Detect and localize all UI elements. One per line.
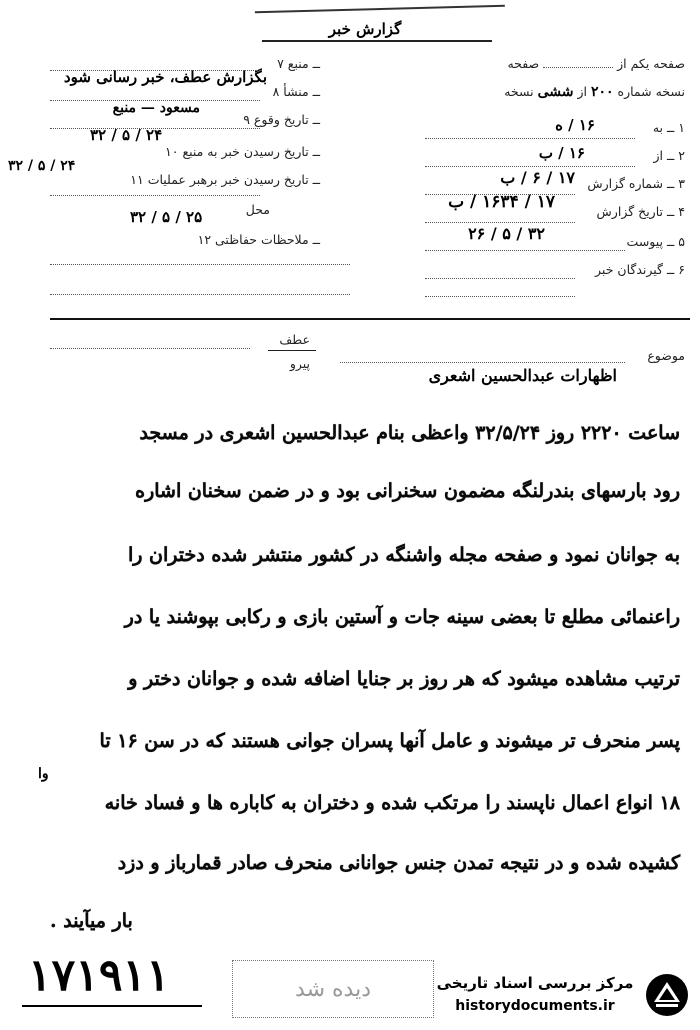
- field-report-date-value: ۱۷ / ۱۶۳۴ / ب: [448, 192, 555, 212]
- field-from-label: ۲ ــ از: [653, 148, 685, 163]
- field-report-date-label: ۴ ــ تاریخ گزارش: [596, 204, 685, 219]
- field-recipients-dots: [425, 278, 575, 279]
- field-security-dots-2: [50, 294, 350, 295]
- page-line: [507, 56, 685, 71]
- field-received-ops-dots: [50, 195, 260, 196]
- field-origin-value: مسعود — منبع: [112, 100, 200, 116]
- field-attachment-value: ۳۲ / ۵ / ۲۶: [468, 224, 545, 243]
- copy-line-mid: از: [577, 84, 587, 99]
- subject-dots: [340, 362, 625, 363]
- left-form: [0, 50, 365, 300]
- field-origin-label: ۸ ــ منشأ: [272, 84, 320, 99]
- field-source-value: بگزارش عطف، خبر رسانی شود: [63, 68, 267, 86]
- atf-label: عطف: [279, 332, 310, 347]
- field-attachment-dots: [425, 250, 625, 251]
- atf-underline: [268, 350, 316, 351]
- field-to-label: ۱ ــ به: [652, 120, 685, 135]
- body-margin-note: وا: [38, 766, 49, 782]
- header-separator: [50, 318, 690, 320]
- subject-value: اظهارات عبدالحسین اشعری: [428, 366, 617, 385]
- body-line-7: ۱۸ انواع اعمال ناپسند را مرتکب شده و دختران به کاباره ها و فساد خانه: [104, 792, 680, 814]
- field-recipients-dots-2: [425, 296, 575, 297]
- copy-total: ششی: [537, 84, 574, 100]
- archive-logo-icon: [644, 972, 690, 1018]
- copy-line: [504, 84, 685, 100]
- title-underline: [262, 40, 492, 42]
- field-security-dots-1: [50, 264, 350, 265]
- field-to-value: ۱۶ / ه: [555, 116, 595, 134]
- peyro-label: پیرو: [289, 356, 310, 371]
- copy-line-prefix: نسخه شماره: [617, 84, 685, 99]
- copy-number: ۲۰۰: [590, 84, 614, 100]
- field-location-value: ۳۲ / ۵ / ۲۵: [130, 208, 203, 226]
- watermark-url: historydocuments.ir: [455, 998, 615, 1014]
- field-location-label: محل: [245, 202, 270, 217]
- field-report-number-label: ۳ ــ شماره گزارش: [587, 176, 685, 191]
- copy-line-suffix: نسخه: [504, 84, 534, 99]
- body-line-9: بار میآیند .: [50, 910, 133, 932]
- file-number-underline: [22, 1005, 202, 1007]
- body-line-5: ترتیب مشاهده میشود که هر روز بر جنایا اضافه شده و جوانان دختر و: [128, 668, 680, 690]
- stamp-text: دیده شد: [295, 977, 371, 1002]
- file-number: ۱۷۱۹۱۱: [28, 950, 170, 1001]
- field-security-notes-label: ۱۲ ــ ملاحظات حفاظتی: [197, 232, 320, 247]
- subject-label: موضوع: [647, 348, 685, 363]
- watermark-title: مرکز بررسی اسناد تاریخی: [436, 974, 634, 992]
- right-form: [370, 50, 685, 290]
- body-line-8: کشیده شده و در نتیجه تمدن جنس جوانانی منحرف صادر قمارباز و دزد: [117, 852, 680, 874]
- watermark: [430, 970, 695, 1025]
- field-received-source-label: ۱۰ ــ تاریخ رسیدن خبر به منبع: [165, 144, 320, 159]
- field-origin-dots: [50, 100, 260, 101]
- body-line-6: پسر منحرف تر میشوند و عامل آنها پسران جوانی هستند که در سن ۱۶ تا: [99, 730, 680, 752]
- body-line-2: رود بارسهای بندرلنگه مضمون سخنرانی بود و در ضمن سخنان اشاره: [135, 480, 680, 502]
- field-occurrence-date-dots: [50, 128, 260, 129]
- body-line-1: ساعت ۲۲۲۰ روز ۳۲/۵/۲۴ واعظی بنام عبدالحسین اشعری در مسجد: [139, 422, 680, 444]
- page-line-prefix: صفحه یکم از: [617, 56, 685, 71]
- field-attachment-label: ۵ ــ پیوست: [626, 234, 685, 249]
- field-report-date-dots: [425, 222, 575, 223]
- received-stamp: [232, 960, 434, 1018]
- page-line-suffix: صفحه: [507, 56, 540, 71]
- margin-date: ۳۲ / ۵ / ۲۴: [8, 158, 76, 174]
- field-from-dots: [425, 166, 635, 167]
- field-from-value: ۱۶ / ب: [538, 144, 585, 162]
- field-report-number-value: ۱۷ / ۶ / ب: [500, 168, 575, 187]
- page-title: گزارش خبر: [328, 20, 402, 38]
- field-occurrence-date-label: ۹ ــ تاریخ وقوع: [243, 112, 320, 127]
- field-recipients-label: ۶ ــ گیرندگان خبر: [595, 262, 685, 277]
- field-source-label: ۷ ــ منبع: [277, 56, 320, 71]
- field-source-dots: [50, 70, 260, 71]
- body-line-4: راعنمائی مطلع تا بعضی سینه جات و آستین بازی و رکابی بپوشند یا در: [124, 606, 680, 628]
- body-line-3: به جوانان نمود و صفحه مجله واشنگه در کشور منتشر شده دختران را: [127, 544, 680, 566]
- field-occurrence-date-value: ۳۲ / ۵ / ۲۴: [90, 126, 163, 144]
- field-received-ops-label: ۱۱ ــ تاریخ رسیدن خبر برهبر عملیات: [130, 172, 320, 187]
- field-to-dots: [425, 138, 635, 139]
- subject-dots-upper: [50, 348, 250, 349]
